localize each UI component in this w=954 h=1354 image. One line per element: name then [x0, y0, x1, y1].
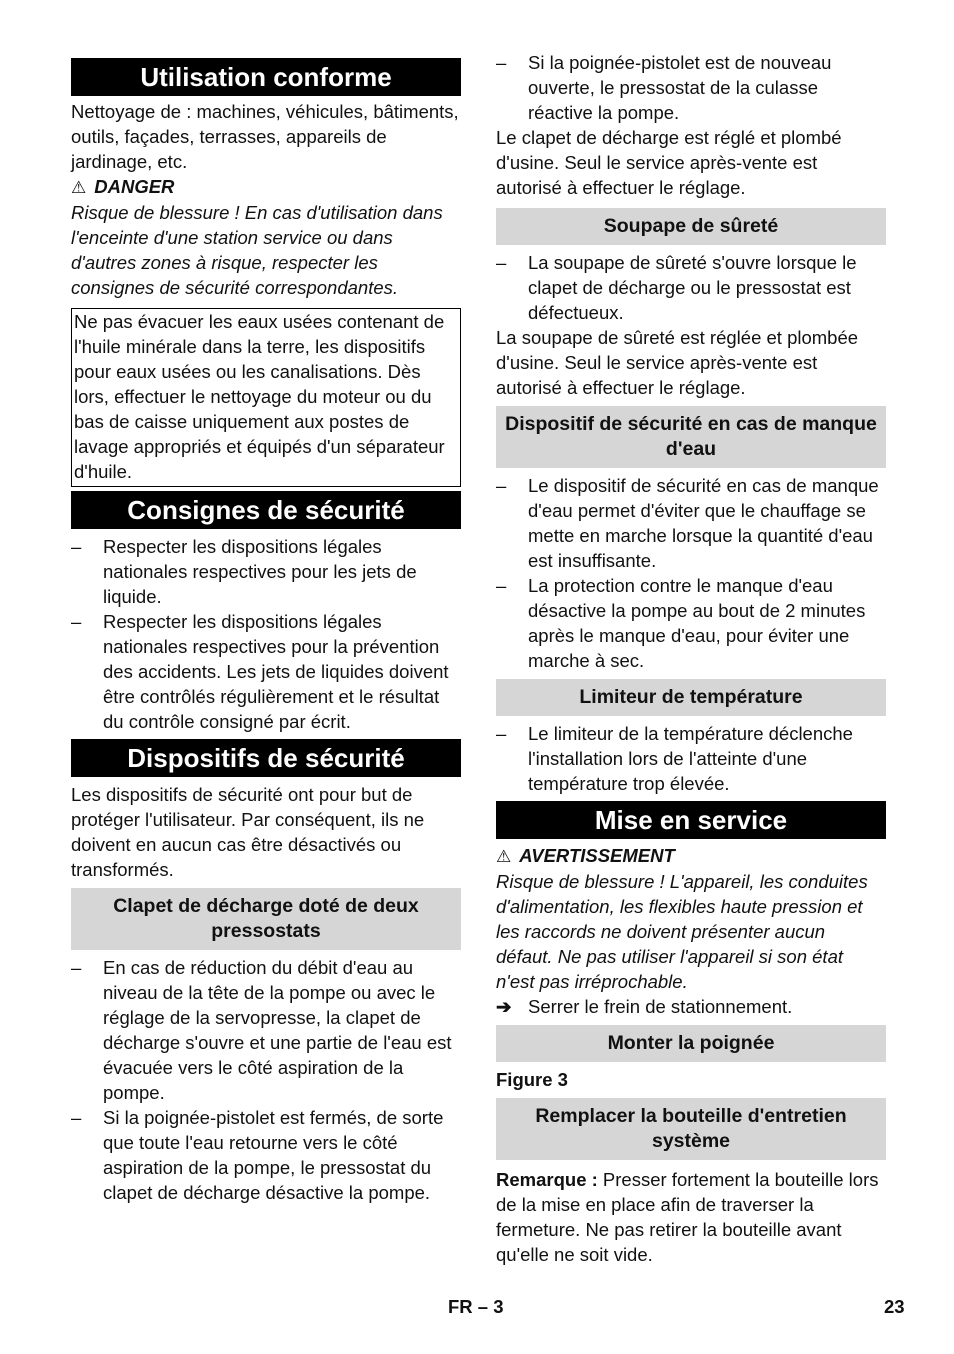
subsection-title-soupape: Soupape de sûreté: [496, 208, 886, 245]
soupape-list: [496, 250, 886, 325]
list-item: – La protection contre le manque d'eau désactive la pompe au bout de 2 minutes après le manque d'eau, pour éviter une marche à sec.: [496, 575, 866, 671]
subsection-title-bouteille: Remplacer la bouteille d'entretien système: [496, 1098, 886, 1160]
manque-list: [496, 473, 886, 673]
remarque-text: Remarque : Presser fortement la bouteille lors de la mise en place afin de traverser la fermeture. Ne pas retirer la bouteille avant qu'elle ne soit vide.: [496, 1169, 879, 1265]
arrow-right-icon: ➔: [496, 996, 512, 1017]
subsection-title-manque-eau: Dispositif de sécurité en cas de manque d'eau: [496, 406, 886, 468]
warning-triangle-icon: ⚠: [496, 847, 512, 866]
list-item: – Respecter les dispositions légales nationales respectives pour les jets de liquide.: [71, 536, 417, 607]
clapet-list-continued: [496, 50, 886, 125]
clapet-list: [71, 955, 461, 1205]
subsection-title-monter-poignee: Monter la poignée: [496, 1025, 886, 1062]
section-title-mise-en-service: Mise en service: [496, 801, 886, 839]
list-item: – Si la poignée-pistolet est de nouveau ouverte, le pressostat de la culasse réactive la pompe.: [496, 52, 832, 123]
section-title-utilisation: Utilisation conforme: [71, 58, 461, 96]
list-item: – La soupape de sûreté s'ouvre lorsque le clapet de décharge ou le pressostat est défectueux.: [496, 252, 857, 323]
right-column: [496, 50, 886, 1267]
left-column: [71, 50, 461, 1205]
list-item: – Si la poignée-pistolet est fermés, de sorte que toute l'eau retourne vers le côté aspiration de la pompe, le pressostat du clapet de décharge désactive la pompe.: [71, 1107, 444, 1203]
dispositifs-text: Les dispositifs de sécurité ont pour but de protéger l'utilisateur. Par conséquent, ils ne doivent en aucun cas être désactivés ou transformés.: [71, 784, 425, 880]
danger-label: ⚠ DANGER: [71, 176, 175, 197]
list-item: – Le limiteur de la température déclenche l'installation lors de l'atteinte d'une température trop élevée.: [496, 723, 853, 794]
list-item: – Respecter les dispositions légales nationales respectives pour la prévention des accidents. Les jets de liquides doivent être contrôlés régulièrement et le résultat du contrôle consigné par écrit.: [71, 611, 449, 732]
clapet-text: Le clapet de décharge est réglé et plombé d'usine. Seul le service après-vente est autorisé à effectuer le réglage.: [496, 127, 842, 198]
section-title-consignes: Consignes de sécurité: [71, 491, 461, 529]
subsection-title-clapet: Clapet de décharge doté de deux pressostats: [71, 888, 461, 950]
list-item: – Le dispositif de sécurité en cas de manque d'eau permet d'éviter que le chauffage se mette en marche lorsque la quantité d'eau est insuffisante.: [496, 475, 879, 571]
section-title-dispositifs: Dispositifs de sécurité: [71, 739, 461, 777]
avertissement-label: ⚠ AVERTISSEMENT: [496, 845, 675, 866]
danger-text: Risque de blessure ! En cas d'utilisation dans l'enceinte d'une station service ou dans d'autres zones à risque, respecter les consignes de sécurité correspondantes.: [71, 202, 443, 298]
soupape-text: La soupape de sûreté est réglée et plombée d'usine. Seul le service après-vente est autorisé à effectuer le réglage.: [496, 327, 859, 398]
footer-section-label: FR – 3: [448, 1296, 504, 1317]
avertissement-text: Risque de blessure ! L'appareil, les conduites d'alimentation, les flexibles haute pression et les raccords ne doivent présenter aucun défaut. Ne pas utiliser l'appareil si son état n'est pas irréprochable.: [496, 871, 868, 992]
consignes-list: [71, 534, 461, 734]
instruction-step: ➔ Serrer le frein de stationnement.: [496, 996, 793, 1017]
figure-reference: Figure 3: [496, 1069, 568, 1090]
environment-notice-box: Ne pas évacuer les eaux usées contenant de l'huile minérale dans la terre, les dispositifs pour eaux usées ou les canalisations. Dès lors, effectuer le nettoyage du moteur ou du bas de caisse uniquement aux postes de lavage appropriés et équipés d'un séparateur d'huile.: [71, 308, 461, 487]
list-item: – En cas de réduction du débit d'eau au niveau de la tête de la pompe ou avec le réglage de la servopresse, la clapet de décharge s'ouvre et une partie de l'eau est évacuée vers le côté aspiration de la pompe.: [71, 957, 452, 1103]
limiteur-list: [496, 721, 886, 796]
warning-triangle-icon: ⚠: [71, 178, 87, 197]
utilisation-text: Nettoyage de : machines, véhicules, bâtiments, outils, façades, terrasses, appareils de jardinage, etc.: [71, 101, 459, 172]
page-number: 23: [884, 1296, 905, 1317]
subsection-title-limiteur: Limiteur de température: [496, 679, 886, 716]
